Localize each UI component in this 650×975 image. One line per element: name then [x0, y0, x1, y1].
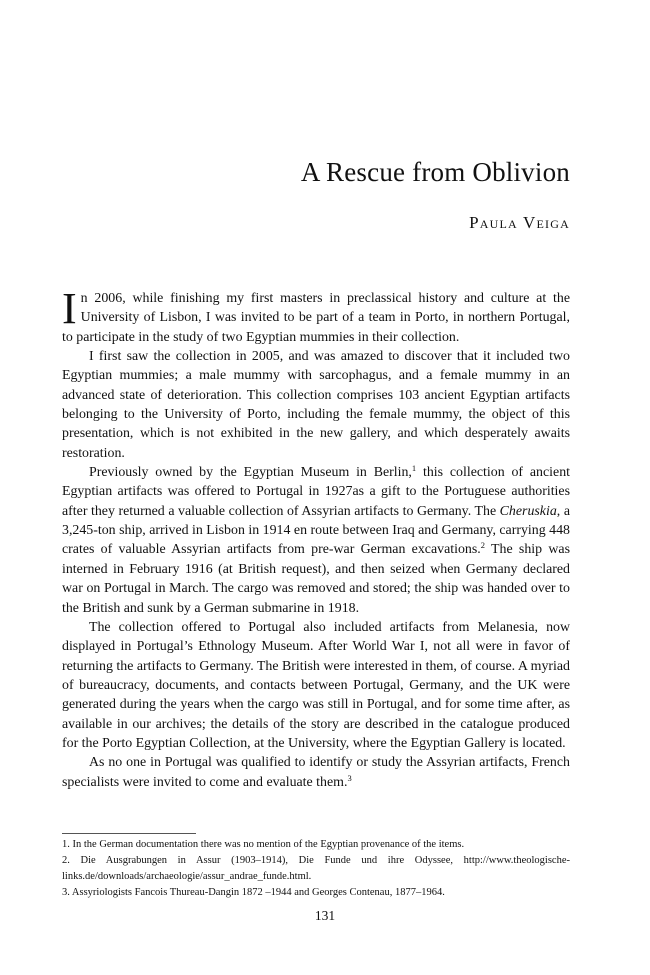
- body-text: [62, 284, 570, 792]
- body-paragraph: [62, 618, 570, 753]
- page-number: 131: [314, 908, 336, 923]
- paragraph-text: The ship was interned in February 1916 (at British request), and then seized when Germany declared war on Portugal in March. The cargo was removed and stored; the ship was handed over to the British and sunk by a German submarine in 1918.: [62, 542, 570, 616]
- footnote: 3. Assyriologists Fancois Thureau-Dangin 1872 –1944 and Georges Contenau, 1877–1964.: [62, 887, 445, 898]
- paragraph-text: n 2006, while finishing my first masters in preclassical history and culture at the University of Lisbon, I was invited to be part of a team in Porto, in northern Portugal, to participate in the study of two Egyptian mummies in their collection.: [62, 291, 570, 345]
- footnote-ref: 1: [411, 463, 417, 474]
- body-paragraph: [62, 347, 570, 463]
- footnote: 2. Die Ausgrabungen in Assur (1903–1914), Die Funde und ihre Odyssee, http://www.theologische-links.de/downloads/archaeologie/assur_andrae_funde.html.: [62, 855, 570, 882]
- paragraph-text: I first saw the collection in 2005, and was amazed to discover that it included two Egyptian mummies; a male mummy with sarcophagus, and a female mummy in an advanced state of deterioration. This collection comprises 103 ancient Egyptian artifacts belonging to the University of Porto, including the female mummy, the object of this presentation, which is not exhibited in the new gallery, and which desperately awaits restoration.: [62, 349, 570, 461]
- italic-text: Cheruskia: [499, 503, 557, 519]
- chapter-author: Paula Veiga: [469, 213, 570, 232]
- drop-cap: I: [62, 284, 77, 333]
- body-paragraph: [62, 284, 570, 347]
- paragraph-text: , a 3,245-ton ship, arrived in Lisbon in 1914 en route between Iraq and Germany, carrying 448 crates of valuable Assyrian artifacts from pre-war German excavations.: [62, 503, 570, 558]
- footnote: 1. In the German documentation there was no mention of the Egyptian provenance of the items.: [62, 839, 465, 850]
- body-paragraph: [62, 753, 570, 792]
- paragraph-text: Previously owned by the Egyptian Museum in Berlin,: [89, 465, 412, 481]
- paragraph-text: The collection offered to Portugal also included artifacts from Melanesia, now displayed in Portugal’s Ethnology Museum. After World War I, not all were in favor of returning the artifacts to Germany. The British were interested in them, of course. A myriad of bureaucracy, documents, and contacts between Portugal, Germany, and the UK were generated during the years when the cargo was still in Portugal, and for some time after, as available in our archives; the details of the story are described in the catalogue produced for the Porto Egyptian Collection, at the University, where the Egyptian Gallery is located.: [62, 619, 570, 751]
- chapter-title: A Rescue from Oblivion: [300, 157, 570, 187]
- body-paragraph: [62, 463, 570, 618]
- footnote-rule: [62, 833, 196, 834]
- footnotes: [62, 837, 570, 901]
- footnote-ref: 3: [347, 772, 352, 783]
- paragraph-text: this collection of ancient Egyptian artifacts was offered to Portugal in 1927as a gift to the Portuguese authorities after they returned a valuable collection of Assyrian artifacts to Germany. The: [62, 465, 570, 519]
- footnote-ref: 2: [480, 540, 485, 551]
- paragraph-text: As no one in Portugal was qualified to identify or study the Assyrian artifacts, French specialists were invited to come and evaluate them.: [62, 755, 570, 790]
